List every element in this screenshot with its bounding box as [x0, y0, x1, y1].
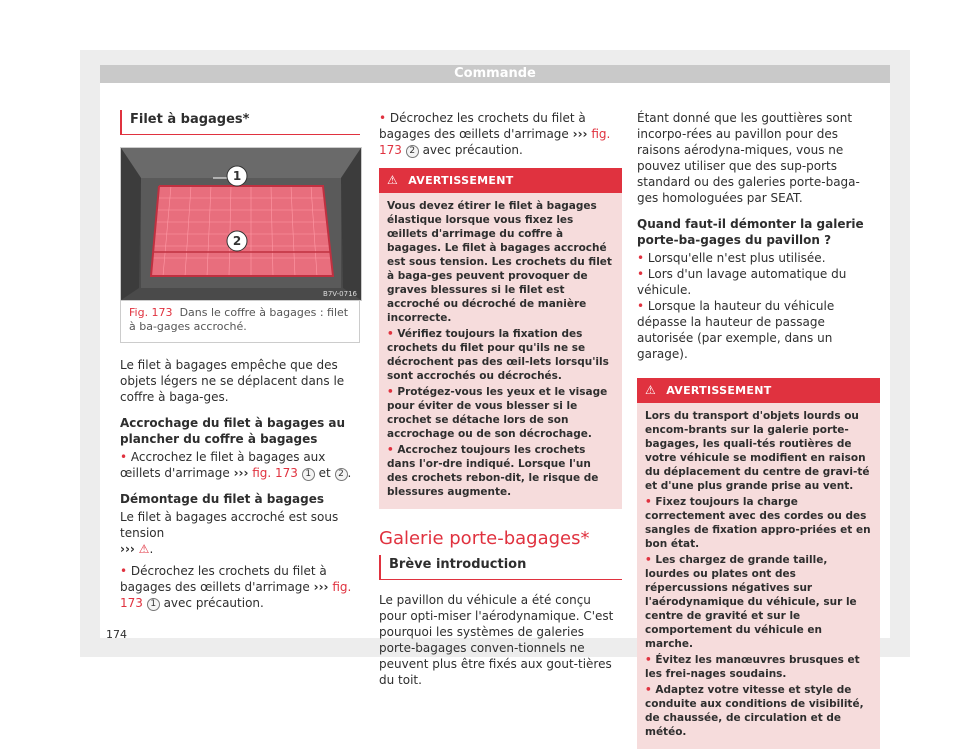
callout-number: 1	[147, 598, 160, 611]
callout-number: 1	[302, 468, 315, 481]
bullet-decrochez-1	[120, 563, 360, 611]
warning-item-text: Accrochez toujours les crochets dans l'or-dre indiqué. Lorsque l'un des crochets rebon-dit, le risque de blessures augmente.	[387, 444, 599, 498]
list-item	[637, 298, 880, 362]
warning-item-text: Protégez-vous les yeux et le visage pour éviter de vous blesser si le crochet se détache lors de son accrochage ou de son décrochage.	[387, 386, 608, 440]
caption-text: Dans le coffre à bagages : filet à ba-gages accroché.	[129, 306, 349, 333]
warning-triangle-icon[interactable]: ⚠	[138, 542, 150, 556]
warning-label: AVERTISSEMENT	[666, 384, 772, 397]
warning-box-galerie	[637, 378, 880, 749]
warning-item-text: Évitez les manœuvres brusques et les frei-nages soudains.	[645, 654, 860, 680]
figure-caption	[120, 301, 360, 343]
bullet-dot: •	[645, 496, 652, 508]
warning-body	[637, 403, 880, 749]
bullet-dot: •	[120, 450, 128, 464]
list-item-text: Lorsque la hauteur du véhicule dépasse la hauteur de passage autorisée (par exemple, dans un garage).	[637, 299, 835, 361]
bullet-dot: •	[645, 654, 652, 666]
bullet-text-end: avec précaution.	[422, 143, 523, 157]
heading-demonter: Quand faut-il démonter la galerie porte-ba-gages du pavillon ?	[637, 217, 864, 247]
warning-item	[645, 553, 872, 651]
column-3	[637, 110, 880, 749]
warning-intro: Lors du transport d'objets lourds ou encom-brants sur la galerie porte-bagages, les quali-tés routières de votre véhicule se modifient en raison du déplacement du centre de gravi-té et d'une plus grande prise au vent.	[645, 410, 870, 492]
warning-triangle-icon: ⚠	[645, 383, 657, 397]
warning-item-text: Fixez toujours la charge correctement avec des cordes ou des sangles de fixation appro-priées et en bon état.	[645, 496, 871, 550]
warning-intro: Vous devez étirer le filet à bagages élastique lorsque vous fixez les œillets d'arrimage du coffre à bagages. Le filet à bagages accroché est sous tension. Les crochets du filet à baga-ges peuvent provoquer de graves blessures si le filet est accroché ou décroché de manière incorrecte.	[387, 200, 612, 324]
bullet-dot: •	[387, 386, 394, 398]
bullet-dot: •	[645, 684, 652, 696]
bullet-accrochez: • Accrochez le filet à bagages aux œillets d'arrimage ››› fig. 173 1 et 2 .	[120, 450, 352, 480]
arrow-icon: ›››	[233, 466, 249, 480]
bullet-dot: •	[645, 554, 652, 566]
figure-173	[120, 147, 362, 301]
bullet-decrochez-2	[379, 110, 622, 158]
arrow-icon: ›››	[313, 580, 329, 594]
bullet-dot: •	[637, 251, 645, 265]
demontage-text: Le filet à bagages accroché est sous tension	[120, 510, 339, 540]
intro-paragraph: Le filet à bagages empêche que des objets légers ne se déplacent dans le coffre à baga-ges.	[120, 358, 345, 404]
warning-header	[379, 168, 622, 193]
chapter-header: Commande	[100, 65, 890, 83]
warning-item	[645, 683, 872, 739]
warning-item	[387, 327, 614, 383]
figure-marker-2: 2	[232, 234, 242, 248]
caption-figref: Fig. 173	[129, 306, 173, 319]
list-item-text: Lors d'un lavage automatique du véhicule.	[637, 267, 847, 297]
section-title-filet: Filet à bagages*	[120, 110, 360, 135]
callout-number: 2	[335, 468, 348, 481]
galerie-intro: Le pavillon du véhicule a été conçu pour opti-miser l'aérodynamique. C'est pourquoi les systèmes de galeries porte-bagages conven-tionnels ne peuvent plus être fixés aux gout-tières du toit.	[379, 593, 614, 687]
warning-item-text: Adaptez votre vitesse et style de conduite aux conditions de visibilité, de chaussée, de circulation et de météo.	[645, 684, 864, 738]
figure-code: B7V-0716	[323, 290, 357, 298]
bullet-dot: •	[120, 564, 128, 578]
bullet-text-mid: et	[318, 466, 331, 480]
heading-demontage: Démontage du filet à bagages	[120, 492, 325, 506]
bullet-text: Accrochez le filet à bagages aux œillets d'arrimage	[120, 450, 326, 480]
page-number: 174	[106, 628, 127, 641]
trunk-net-illustration	[121, 148, 361, 300]
warning-item	[645, 653, 872, 681]
bullet-text: Décrochez les crochets du filet à bagages des œillets d'arrimage	[379, 111, 586, 141]
gouttieres-paragraph: Étant donné que les gouttières sont incorpo-rées au pavillon pour des raisons aérodyna-miques, vous ne pouvez utiliser que des sup-ports standard ou des galeries porte-baga-ges homologuées par SEAT.	[637, 111, 860, 205]
section-title-breve: Brève introduction	[379, 555, 622, 580]
warning-box-filet	[379, 168, 622, 509]
column-2	[379, 110, 622, 698]
bullet-dot: •	[637, 267, 645, 281]
warning-header	[637, 378, 880, 403]
arrow-icon: ›››	[120, 542, 135, 556]
figure-marker-1: 1	[232, 169, 242, 183]
warning-body	[379, 193, 622, 509]
bullet-dot: •	[637, 299, 645, 313]
bullet-dot: •	[387, 444, 394, 456]
bullet-text: Décrochez les crochets du filet à bagages des œillets d'arrimage	[120, 564, 327, 594]
bullet-text-end: avec précaution.	[163, 596, 264, 610]
page-frame	[80, 50, 910, 738]
list-item	[637, 266, 880, 298]
list-item	[637, 250, 880, 266]
warning-reference: ››› ⚠.	[120, 542, 154, 556]
chapter-title-galerie: Galerie porte-bagages*	[379, 528, 590, 549]
list-item-text: Lorsqu'elle n'est plus utilisée.	[647, 251, 826, 265]
warning-triangle-icon: ⚠	[387, 173, 399, 187]
bullet-dot: •	[379, 111, 387, 125]
warning-item	[387, 443, 614, 499]
bullet-dot: •	[387, 328, 394, 340]
warning-item	[387, 385, 614, 441]
fig-link[interactable]: fig. 173	[252, 466, 298, 480]
arrow-icon: ›››	[572, 127, 588, 141]
warning-item-text: Les chargez de grande taille, lourdes ou plates ont des répercussions négatives sur l'aérodynamique du véhicule, sur le centre de gravité et sur le comportement du véhicule en marche.	[645, 554, 857, 650]
warning-item-text: Vérifiez toujours la fixation des crochets du filet pour qu'ils ne se décrochent pas des œil-lets lorsqu'ils sont accrochés ou décrochés.	[387, 328, 609, 382]
callout-number: 2	[406, 145, 419, 158]
column-1	[120, 110, 360, 611]
fig-link[interactable]: fig. 173	[379, 127, 611, 157]
page-sheet	[100, 65, 890, 738]
warning-item	[645, 495, 872, 551]
warning-label: AVERTISSEMENT	[408, 174, 514, 187]
heading-accrochage: Accrochage du filet à bagages au plancher du coffre à bagages	[120, 416, 346, 446]
fig-link[interactable]: fig. 173	[120, 580, 352, 610]
